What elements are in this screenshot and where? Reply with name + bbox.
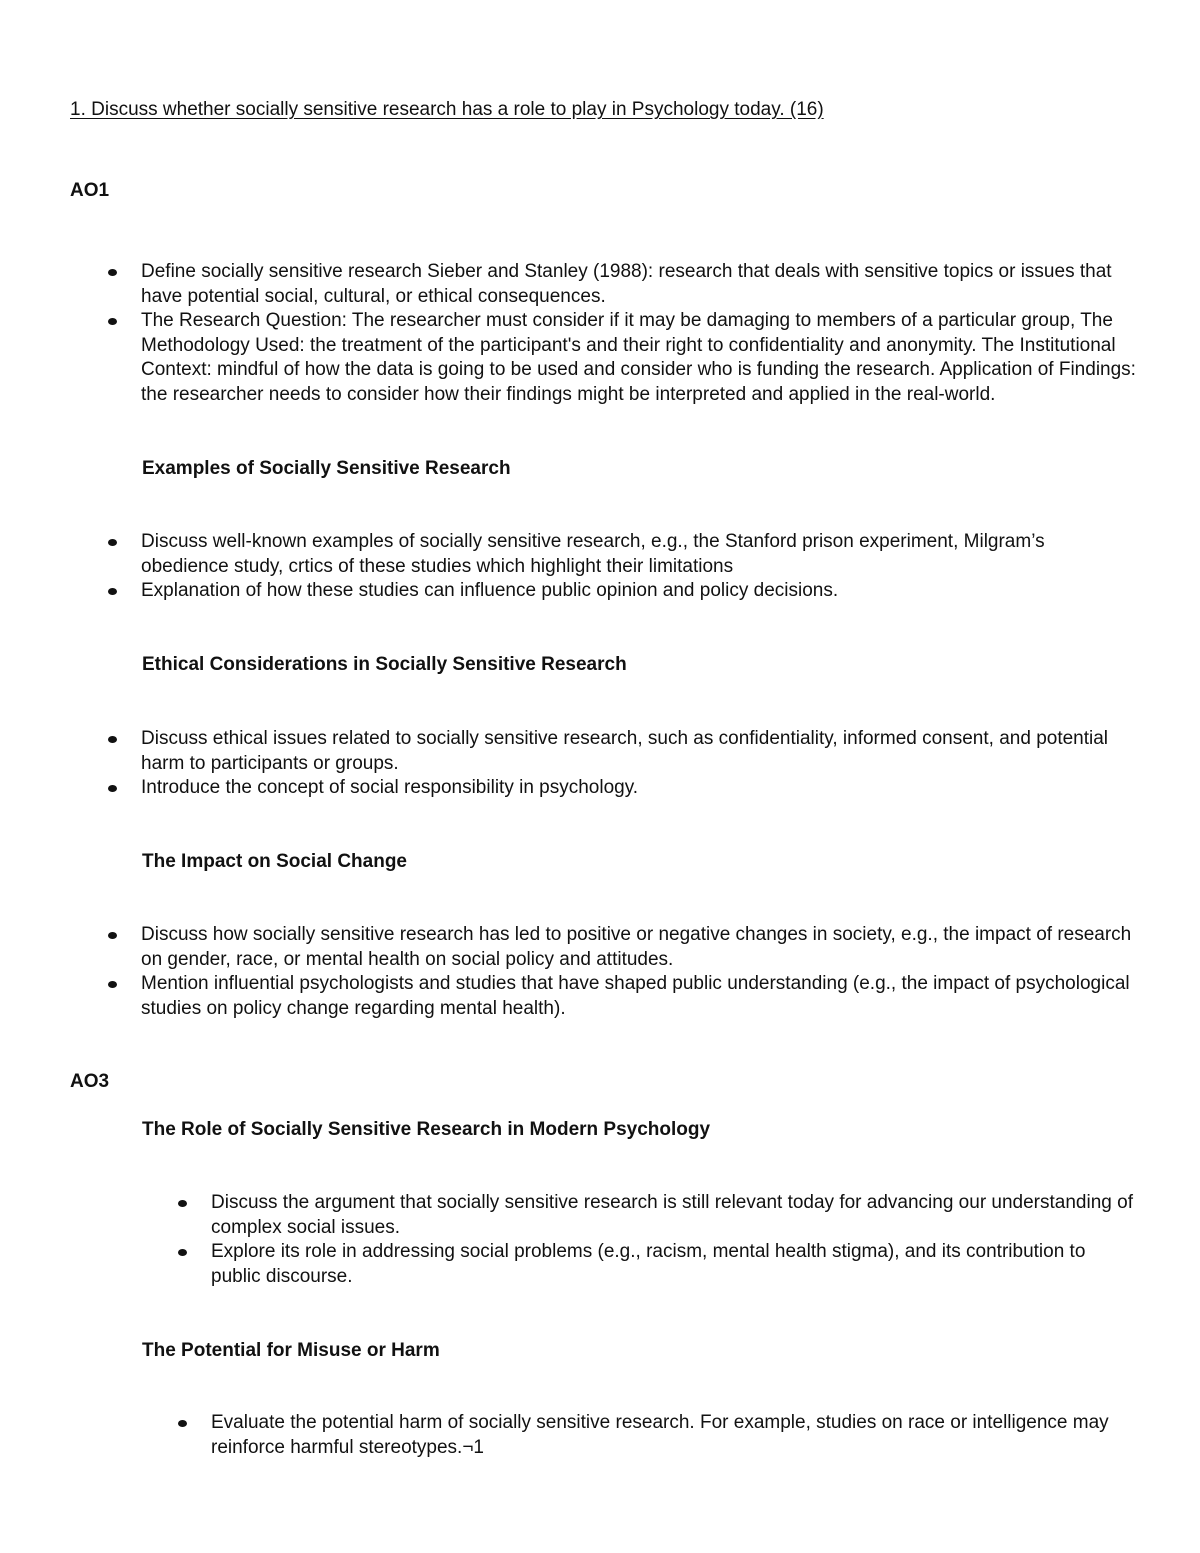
list-item (141, 776, 1136, 801)
bullet-icon (108, 269, 117, 276)
section-heading-ethical: Ethical Considerations in Socially Sensitive Research (142, 654, 627, 675)
list-item-text: Discuss the argument that socially sensitive research is still relevant today for advancing our understanding of complex social issues. (211, 1192, 1133, 1238)
list-item (141, 972, 1136, 1021)
list-item (141, 530, 1136, 579)
list-item-text: Explore its role in addressing social problems (e.g., racism, mental health stigma), and its contribution to public discourse. (211, 1241, 1086, 1287)
section-heading-role: The Role of Socially Sensitive Research in Modern Psychology (142, 1119, 711, 1140)
list-item-text: Discuss well-known examples of socially sensitive research, e.g., the Stanford prison experiment, Milgram’s obedience study, crtics of these studies which highlight their limitations (141, 531, 1045, 577)
list-item-text: Define socially sensitive research Sieber and Stanley (1988): research that deals with sensitive topics or issues that have potential social, cultural, or ethical consequences. (141, 261, 1112, 307)
impact-list (141, 923, 1136, 1021)
section-heading-impact: The Impact on Social Change (142, 851, 407, 872)
section-heading-examples: Examples of Socially Sensitive Research (142, 458, 511, 479)
examples-list (141, 530, 1136, 604)
list-item-text: Discuss how socially sensitive research has led to positive or negative changes in society, e.g., the impact of research on gender, race, or mental health on social policy and attitudes. (141, 924, 1132, 970)
misuse-list (211, 1411, 1136, 1460)
list-item-text: Evaluate the potential harm of socially sensitive research. For example, studies on race or intelligence may reinforce harmful stereotypes.¬1 (211, 1412, 1109, 1458)
list-item (141, 923, 1136, 972)
role-list (211, 1191, 1136, 1289)
bullet-icon (108, 588, 117, 595)
bullet-icon (108, 932, 117, 939)
list-item-text: Mention influential psychologists and studies that have shaped public understanding (e.g., the impact of psychological studies on policy change regarding mental health). (141, 973, 1130, 1019)
bullet-icon (178, 1200, 187, 1207)
bullet-icon (108, 785, 117, 792)
ao1-label: AO1 (70, 180, 110, 201)
bullet-icon (178, 1249, 187, 1256)
list-item (211, 1411, 1136, 1460)
list-item (141, 579, 1136, 604)
bullet-icon (178, 1420, 187, 1427)
list-item (141, 727, 1136, 776)
section-heading-misuse: The Potential for Misuse or Harm (142, 1340, 440, 1361)
question-title: 1. Discuss whether socially sensitive research has a role to play in Psychology today. (16) (70, 99, 824, 120)
ao3-label: AO3 (70, 1071, 110, 1092)
bullet-icon (108, 539, 117, 546)
ethical-list (141, 727, 1136, 801)
list-item (141, 260, 1136, 309)
ao1-intro-list (141, 260, 1136, 408)
list-item-text: Explanation of how these studies can influence public opinion and policy decisions. (141, 580, 839, 602)
bullet-icon (108, 981, 117, 988)
bullet-icon (108, 318, 117, 325)
list-item (211, 1191, 1136, 1240)
bullet-icon (108, 736, 117, 743)
list-item-text: Discuss ethical issues related to socially sensitive research, such as confidentiality, informed consent, and potential harm to participants or groups. (141, 728, 1109, 774)
list-item (141, 309, 1136, 407)
list-item-text: Introduce the concept of social responsibility in psychology. (141, 777, 639, 799)
list-item (211, 1240, 1136, 1289)
list-item-text: The Research Question: The researcher must consider if it may be damaging to members of a particular group, The Methodology Used: the treatment of the participant's and their right to confidentiality and anonymity. The Institutional Context: mindful of how the data is going to be used and consider who is funding the research. Application of Findings: the researcher needs to consider how their findings might be interpreted and applied in the real-world. (141, 310, 1136, 405)
